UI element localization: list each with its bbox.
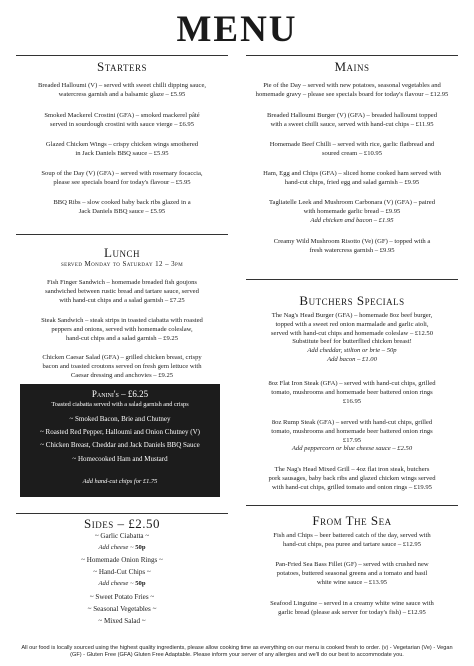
menu-item: Homemade Beef Chilli – served with rice, garlic flatbread and soured cream – £10.95 bbox=[269, 141, 435, 157]
panini-box bbox=[20, 384, 220, 497]
menu-item: Breaded Halloumi (V) – served with sweet chilli dipping sauce, watercress garnish and a balsamic glaze – £5.95 bbox=[37, 82, 207, 98]
lunch-hours: served Monday to Saturday 12 – 3pm bbox=[60, 260, 184, 268]
side-item: ~ Garlic Ciabatta ~ bbox=[94, 532, 150, 540]
panini-item: ~ Homecooked Ham and Mustard bbox=[72, 455, 168, 463]
side-addon: Add cheese ~ 50p bbox=[98, 544, 146, 551]
menu-item: Chicken Caesar Salad (GFA) – grilled chicken breast, crispy bacon and toasted croutons served on fresh gem lettuce with Caesar dressing and anchovies – £9.25 bbox=[42, 354, 202, 379]
panini-note: Add hand-cut chips for £1.75 bbox=[82, 478, 158, 485]
menu-item: Breaded Halloumi Burger (V) (GFA) – breaded halloumi topped with a sweet chilli sauce, served with hand-cut chips – £11.95 bbox=[266, 112, 438, 128]
divider bbox=[16, 234, 228, 235]
menu-item: 8oz Rump Steak (GFA) – served with hand-cut chips, grilled tomato, mushrooms and homemade beer battered onion rings £17.95 Add peppercorn or blue cheese sauce – £2.50 bbox=[271, 419, 433, 453]
side-addon: Add cheese ~ 50p bbox=[98, 580, 146, 587]
menu-item: BBQ Ribs – slow cooked baby back ribs glazed in a Jack Daniels BBQ sauce – £5.95 bbox=[53, 199, 191, 215]
divider bbox=[16, 55, 228, 56]
allergen-footer: All our food is locally sourced using the highest quality ingredients, please allow cooking time as everything on our menu is cooked fresh to order. (v) - Vegetarian (Ve) - Vegan (GF) - Gluten Free (GFA) Gluten Free Adaptable. Please inform your server of any allergies and we'll do our best to accommodate you. bbox=[21, 645, 453, 659]
menu-item: Creamy Wild Mushroom Risotto (Ve) (GF) – topped with a fresh watercress garnish – £9.95 bbox=[273, 238, 431, 254]
section-title-starters: Starters bbox=[97, 59, 147, 74]
panini-item: ~ Smoked Bacon, Brie and Chutney bbox=[69, 415, 171, 423]
menu-item: Tagliatelle Leek and Mushroom Carbonara (V) (GFA) – paired with homemade garlic bread – £9.95 Add chicken and bacon – £1.95 bbox=[268, 199, 436, 224]
section-title-butchers: Butchers Specials bbox=[299, 293, 405, 308]
panini-item: ~ Chicken Breast, Cheddar and Jack Daniels BBQ Sauce bbox=[40, 441, 200, 449]
menu-item: Pie of the Day – served with new potatoes, seasonal vegetables and homemade gravy – please see specials board for today's flavour – £12.95 bbox=[255, 82, 449, 98]
section-title-mains: Mains bbox=[334, 59, 370, 74]
section-title-sides: Sides – £2.50 bbox=[84, 516, 160, 531]
side-item: ~ Hand-Cut Chips ~ bbox=[93, 568, 151, 576]
menu-title: MENU bbox=[176, 9, 298, 50]
menu-item: The Nag's Head Burger (GFA) – homemade 8oz beef burger, topped with a sweet red onion marmalade and garlic aioli, served with hand-cut chips and homemade coleslaw – £12.50 Substitute beef for butterflied chicken breast! Add cheddar, stilton or brie – 50p Add bacon – £1.00 bbox=[270, 312, 434, 363]
panini-title: Panini's – £6.25 bbox=[91, 389, 149, 399]
panini-subtitle: Toasted ciabatta served with a salad garnish and crisps bbox=[51, 401, 189, 408]
menu-item: Glazed Chicken Wings – crispy chicken wings smothered in Jack Daniels BBQ sauce – £5.95 bbox=[45, 141, 199, 157]
divider bbox=[246, 55, 458, 56]
side-item: ~ Homemade Onion Rings ~ bbox=[81, 556, 163, 564]
menu-item: Soup of the Day (V) (GFA) – served with rosemary focaccia, please see specials board for today's flavour – £5.95 bbox=[41, 170, 203, 186]
menu-item: Seafood Linguine – served in a creamy white wine sauce with garlic bread (please ask server for today's fish) – £12.95 bbox=[270, 600, 434, 616]
side-item: ~ Mixed Salad ~ bbox=[98, 617, 146, 625]
menu-item: Fish and Chips – beer battered catch of the day, served with hand-cut chips, pea puree and tartare sauce – £12.95 bbox=[273, 532, 431, 548]
menu-item: Pan-Fried Sea Bass Fillet (GF) – served with crushed new potatoes, buttered seasonal greens and a tomato and basil white wine sauce – £13.95 bbox=[275, 561, 429, 586]
menu-item: Steak Sandwich – steak strips in toasted ciabatta with roasted peppers and onions, served with homemade coleslaw, hand-cut chips and a salad garnish – £9.25 bbox=[41, 317, 203, 342]
side-item: ~ Seasonal Vegetables ~ bbox=[87, 605, 157, 613]
section-title-lunch: Lunch bbox=[104, 245, 140, 260]
panini-item: ~ Roasted Red Pepper, Halloumi and Onion Chutney (V) bbox=[39, 428, 200, 436]
menu-item: The Nag's Head Mixed Grill – 4oz flat iron steak, butchers pork sausages, baby back ribs and glazed chicken wings served with hand-cut chips, grilled tomato and onion rings – £19.95 bbox=[268, 466, 436, 491]
menu-item: Smoked Mackerel Crostini (GFA) – smoked mackerel pâté served in sourdough crostini with sauce vierge – £6.95 bbox=[44, 112, 200, 128]
menu-item: Fish Finger Sandwich – homemade breaded fish goujons sandwiched between rustic bread and tartare sauce, served with hand-cut chips and a salad garnish – £7.25 bbox=[45, 279, 199, 304]
menu-item: Ham, Egg and Chips (GFA) – sliced home cooked ham served with hand-cut chips, fried egg and salad garnish – £9.95 bbox=[263, 170, 441, 186]
divider bbox=[16, 513, 228, 514]
side-item: ~ Sweet Potato Fries ~ bbox=[89, 593, 155, 601]
divider bbox=[246, 505, 458, 506]
section-title-seafood: From The Sea bbox=[312, 513, 392, 528]
divider bbox=[246, 279, 458, 280]
menu-item: 8oz Flat Iron Steak (GFA) – served with hand-cut chips, grilled tomato, mushrooms and homemade beer battered onion rings £16.95 bbox=[268, 380, 436, 405]
